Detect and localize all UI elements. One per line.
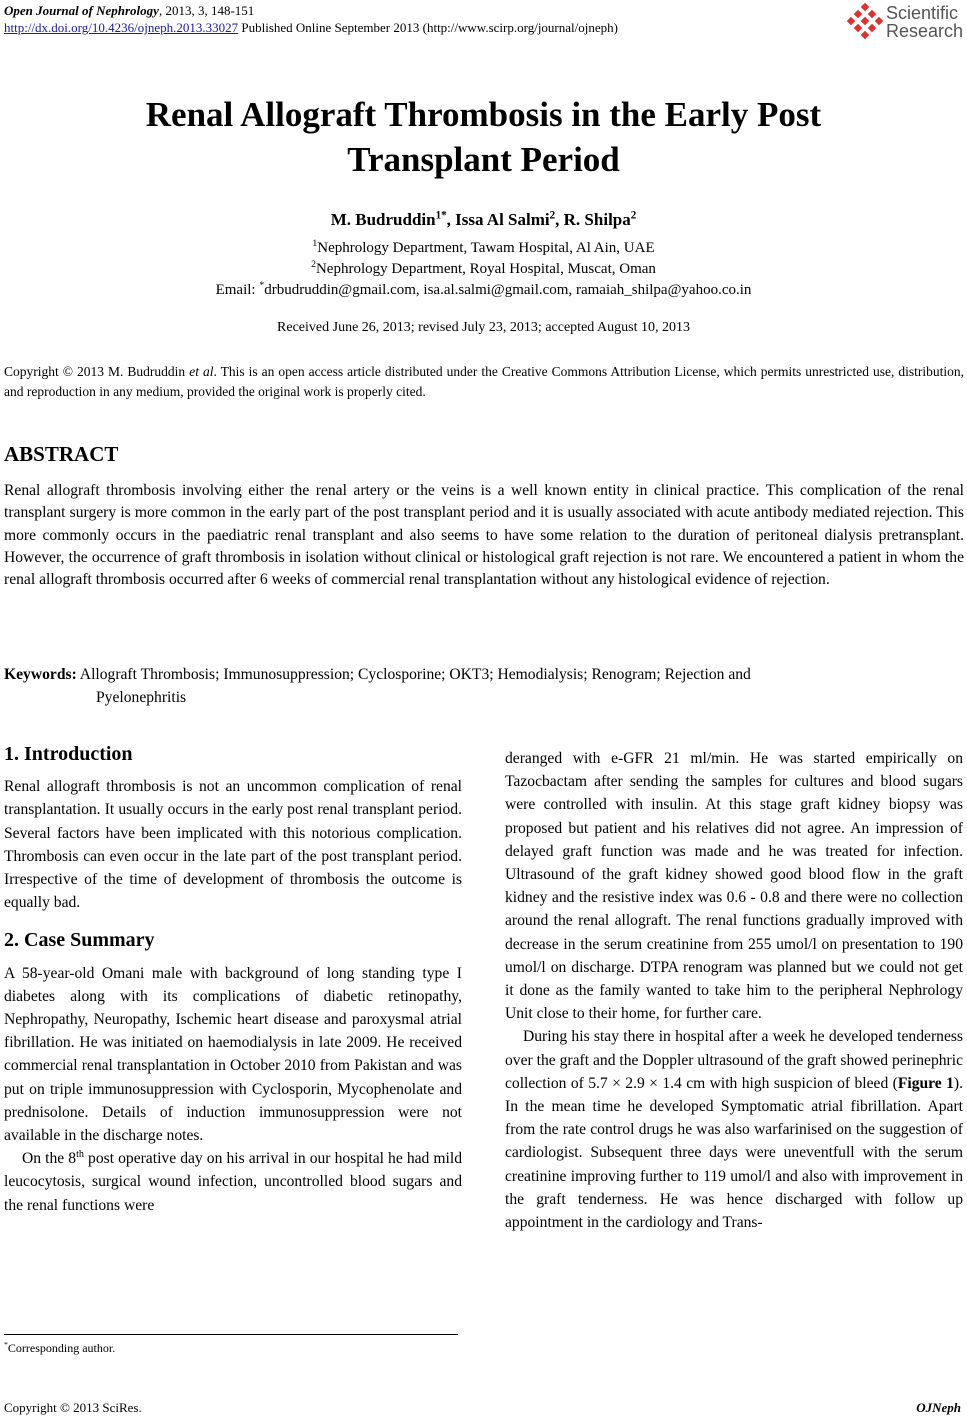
right-column	[505, 747, 963, 1234]
copyright-etal: et al	[189, 364, 214, 379]
footnote-text: Corresponding author.	[7, 1341, 116, 1355]
footnote-sup: *	[4, 1340, 8, 1349]
email-prefix: Email:	[215, 282, 260, 298]
affiliation-1-sup: 1	[312, 238, 318, 249]
affiliation-1-text: Nephrology Department, Tawam Hospital, Al Ain, UAE	[317, 240, 655, 256]
abstract-text: Renal allograft thrombosis involving either the renal artery or the veins is a well known entity in clinical practice. This complication of the renal transplant surgery is more common in the early part of the post transplant period and it is usually associated with acute antibody mediated rejection. This more commonly occurs in the paediatric renal transplant and also seems to have some relation to the duration of peritoneal dialysis pretransplant. However, the occurrence of graft thrombosis in isolation without clinical or histological graft rejection is not rare. We encountered a patient in whom the renal allograft thrombosis occurred after 6 weeks of commercial renal transplantation without any histological evidence of rejection.	[4, 482, 964, 589]
author-list	[0, 210, 967, 230]
author-3-sup: 2	[630, 209, 637, 222]
email-line	[0, 282, 967, 299]
journal-name: Open Journal of Nephrology	[4, 3, 159, 18]
left-column	[4, 743, 462, 1217]
logo-line1: Scientific	[886, 3, 959, 23]
case-paragraph-2	[4, 1147, 462, 1217]
affiliation-2-text: Nephrology Department, Royal Hospital, Muscat, Oman	[315, 261, 656, 277]
right-paragraph-1: deranged with e-GFR 21 ml/min. He was started empirically on Tazocbactam after sending the samples for cultures and blood sugars were controlled with insulin. At this stage graft kidney biopsy was proposed but patient and his relatives did not agree. An impression of delayed graft function was made and he was treated for infection. Ultrasound of the graft kidney showed good blood flow in the graft kidney and the resistive index was 0.6 - 0.8 and there were no collection around the renal allograft. The renal functions gradually improved with decrease in the serum creatinine from 255 umol/l on presentation to 190 umol/l on discharge. DTPA renogram was planned but we could not get it done as the family wanted to take him to the peripheral Nephrology Unit close to their home, for further care.	[505, 750, 963, 1023]
footnote	[4, 1341, 115, 1356]
case-heading: 2. Case Summary	[4, 929, 155, 952]
case-paragraph-1: A 58-year-old Omani male with background of long standing type I diabetes along with its complications of diabetic retinopathy, Nephropathy, Neuropathy, Ischemic heart disease and paroxysmal atrial fibrillation. He was initiated on haemodialysis in late 2009. He received commercial renal transplantation in October 2010 from Pakistan and was put on triple immunosuppression with Cyclosporin, Mycophenolate and prednisolone. Details of induction immunosuppression were not available in the discharge notes.	[4, 964, 462, 1145]
copyright-part2: . This is an open access article distributed under the Creative Commons Attribution License, which permits unrestricted use, distribution, and reproduction in any medium, provided the original work is properly cited.	[4, 364, 965, 399]
footer-copyright: Copyright © 2013 SciRes.	[4, 1400, 142, 1415]
footnote-rule	[4, 1334, 458, 1335]
abstract-heading: ABSTRACT	[4, 442, 119, 466]
logo-line2: Research	[886, 21, 964, 41]
case-p2-a: On the 8	[22, 1150, 77, 1168]
case-p2-sup: th	[76, 1149, 84, 1161]
footer-journal: OJNeph	[916, 1400, 961, 1415]
keywords-line2: Pyelonephritis	[96, 689, 187, 706]
received-dates: Received June 26, 2013; revised July 23, 2013; accepted August 10, 2013	[277, 320, 690, 335]
email-addresses: drbudruddin@gmail.com, isa.al.salmi@gmail.com, ramaiah_shilpa@yahoo.co.in	[264, 282, 752, 298]
affiliation-1	[0, 240, 967, 257]
paper-title	[0, 92, 967, 182]
published-info: Published Online September 2013 (http://www.scirp.org/journal/ojneph)	[238, 20, 618, 35]
keywords	[4, 663, 964, 709]
title-line2: Transplant Period	[347, 140, 620, 179]
figure-1-ref[interactable]: Figure 1	[897, 1074, 954, 1092]
keywords-line1: Allograft Thrombosis; Immunosuppression; Cyclosporine; OKT3; Hemodialysis; Renogram; Rejection and	[76, 666, 751, 683]
author-1: M. Budruddin	[330, 210, 436, 229]
title-line1: Renal Allograft Thrombosis in the Early Post	[145, 95, 822, 134]
intro-heading: 1. Introduction	[4, 743, 133, 765]
email-sup: *	[259, 280, 265, 291]
right-paragraph-2	[505, 1025, 963, 1234]
running-header	[4, 2, 849, 36]
copyright-part1: Copyright © 2013 M. Budruddin	[4, 364, 190, 379]
author-2-sup: 2	[549, 209, 556, 222]
doi-link[interactable]: http://dx.doi.org/10.4236/ojneph.2013.33027	[4, 20, 239, 35]
journal-volume: , 2013, 3, 148-151	[158, 3, 255, 18]
author-1-sup: 1*	[435, 209, 447, 222]
right-p2-a: During his stay there in hospital after a week he developed tenderness over the graft and the Doppler ultrasound of the graft showed perinephric collection of 5.7 × 2.9 × 1.4 cm with high suspicion of bleed (	[505, 1028, 963, 1092]
right-p2-b: ). In the mean time he developed Symptomatic atrial fibrillation. Apart from the rate control drugs he was also warfarinised on the suggestion of cardiologist. Subsequent three days were uneventfull with the serum creatinine improving further to 119 umol/l and also with improvement in the graft tenderness. He was hence discharged with follow up appointment in the cardiology and Trans-	[505, 1074, 964, 1232]
copyright-notice	[4, 362, 964, 402]
author-3: , R. Shilpa	[555, 210, 631, 229]
affiliation-2-sup: 2	[311, 259, 316, 270]
publisher-logo	[848, 2, 963, 44]
case-p2-b: post operative day on his arrival in our hospital he had mild leucocytosis, surgical wound infection, uncontrolled blood sugars and the renal functions were	[4, 1150, 462, 1214]
logo-mark-icon	[848, 4, 884, 40]
keywords-label: Keywords:	[4, 666, 77, 683]
affiliation-2	[0, 261, 967, 278]
author-2: , Issa Al Salmi	[446, 210, 550, 229]
intro-text: Renal allograft thrombosis is not an uncommon complication of renal transplantation. It usually occurs in the early post renal transplant period. Several factors have been implicated with this notorious complication. Thrombosis can even occur in the late part of the post transplant period. Irrespective of the time of development of thrombosis the outcome is equally bad.	[4, 778, 462, 912]
